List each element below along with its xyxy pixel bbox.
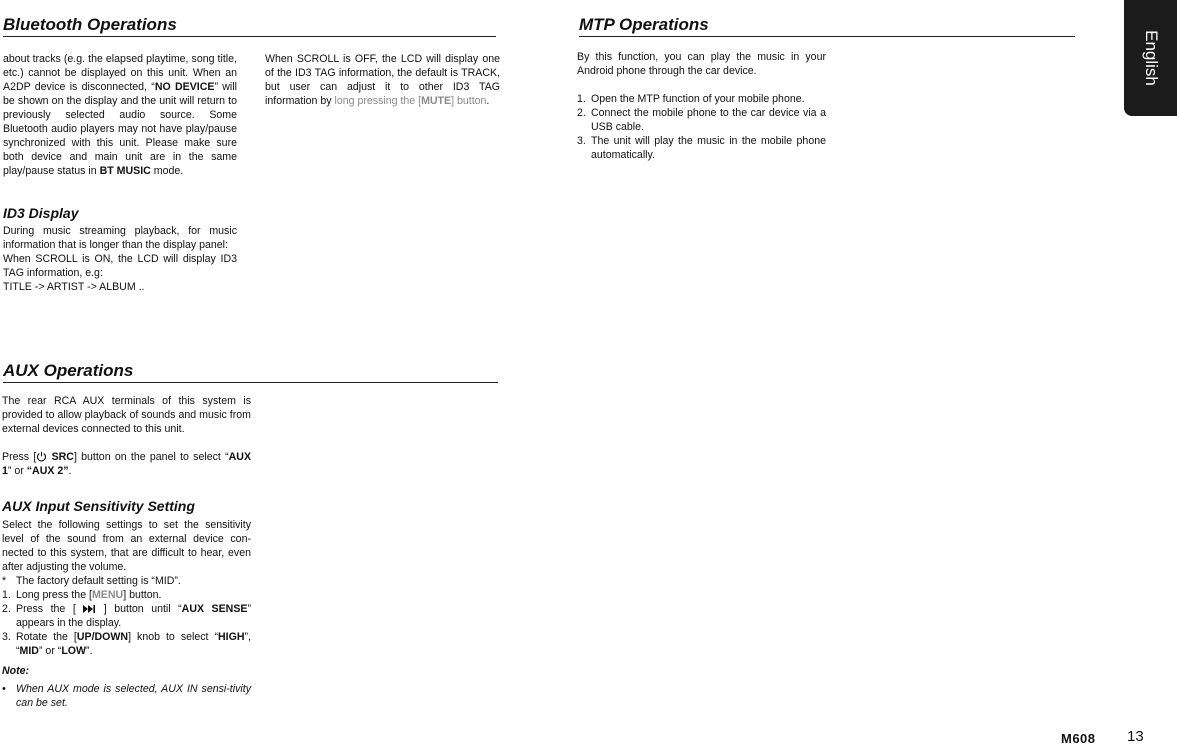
- scroll-off-paragraph: When SCROLL is OFF, the LCD will display one of the ID3 TAG information, the default is TRACK, but user can adjust it to other ID3 TAG information by long pressing the [MUTE] button.: [265, 53, 500, 107]
- list-item: 1. Long press the [MENU] button.: [2, 589, 162, 601]
- bluetooth-column-1: [3, 52, 237, 178]
- aux-sense-text: AUX SENSE: [181, 603, 248, 615]
- mtp-heading: MTP Operations: [579, 15, 1075, 37]
- aux1-text: AUX 1: [2, 451, 252, 477]
- aux-sensitivity-paragraph: Select the following settings to set the sensitivity level of the sound from an external device con-nected to this system, that are difficult to hear, even after adjusting the volume.: [2, 519, 251, 573]
- mtp-intro: By this function, you can play the music in your Android phone through the car device.: [577, 51, 826, 77]
- id3-paragraph-3: TITLE -> ARTIST -> ALBUM ..: [3, 281, 145, 293]
- id3-paragraph-2: When SCROLL is ON, the LCD will display ID3 TAG information, e.g:: [3, 253, 237, 279]
- list-item: • When AUX mode is selected, AUX IN sensi-tivity can be set.: [2, 683, 251, 709]
- language-tab-label: English: [1141, 30, 1161, 86]
- aux-sensitivity-column: [2, 518, 251, 710]
- mtp-column: [577, 50, 826, 162]
- id3-display-heading: ID3 Display: [3, 205, 79, 221]
- list-item: 3. The unit will play the music in the mobile phone automatically.: [577, 135, 826, 161]
- skip-next-icon: [83, 605, 96, 613]
- list-item: 2. Connect the mobile phone to the car device via a USB cable.: [577, 107, 826, 133]
- model-number: M608: [1061, 731, 1096, 746]
- aux-sensitivity-heading: AUX Input Sensitivity Setting: [2, 498, 195, 514]
- id3-display-text: [3, 224, 237, 294]
- menu-button-label: MENU: [91, 589, 124, 601]
- aux-sensitivity-list: [2, 574, 251, 658]
- note-heading: Note:: [2, 665, 30, 677]
- bluetooth-column-2: [265, 52, 500, 108]
- mute-button-label: MUTE: [421, 95, 452, 107]
- bluetooth-heading: Bluetooth Operations: [3, 15, 496, 37]
- note-list: [2, 682, 251, 710]
- list-item: 3. Rotate the [UP/DOWN] knob to select “HIGH”, “MID” or “LOW”.: [2, 631, 251, 657]
- aux2-text: “AUX 2”: [26, 465, 69, 477]
- power-icon: [36, 451, 47, 462]
- page-number: 13: [1127, 728, 1144, 745]
- src-button-label: SRC: [51, 451, 74, 463]
- aux-intro: The rear RCA AUX terminals of this system is provided to allow playback of sounds and music from external devices connected to this unit.: [2, 395, 251, 435]
- aux-column: [2, 394, 251, 478]
- bt-music-text: BT MUSIC: [99, 165, 151, 177]
- list-item: 2. Press the [ ] button until “AUX SENSE” appears in the display.: [2, 603, 251, 629]
- aux-heading: AUX Operations: [3, 361, 498, 383]
- bluetooth-paragraph: about tracks (e.g. the elapsed playtime, song title, etc.) cannot be displayed on this unit. When an A2DP device is disconnected, “NO DEVICE” will be shown on the display and the unit will return to previously selected audio source. Some Bluetooth audio players may not have play/pause synchronized with this unit. Please make sure both device and main unit are in the same play/pause status in BT MUSIC mode.: [3, 53, 237, 177]
- aux-select-paragraph: Press [ SRC] button on the panel to select “AUX 1” or “AUX 2”.: [2, 451, 252, 477]
- up-down-knob-label: UP/DOWN: [76, 631, 129, 643]
- id3-paragraph-1: During music streaming playback, for music information that is longer than the display panel:: [3, 225, 237, 251]
- list-item: 1. Open the MTP function of your mobile phone.: [577, 93, 805, 105]
- no-device-text: NO DEVICE: [154, 81, 215, 93]
- list-item: * The factory default setting is “MID”.: [2, 575, 181, 587]
- mtp-steps: [577, 92, 826, 162]
- language-tab: [1124, 0, 1177, 116]
